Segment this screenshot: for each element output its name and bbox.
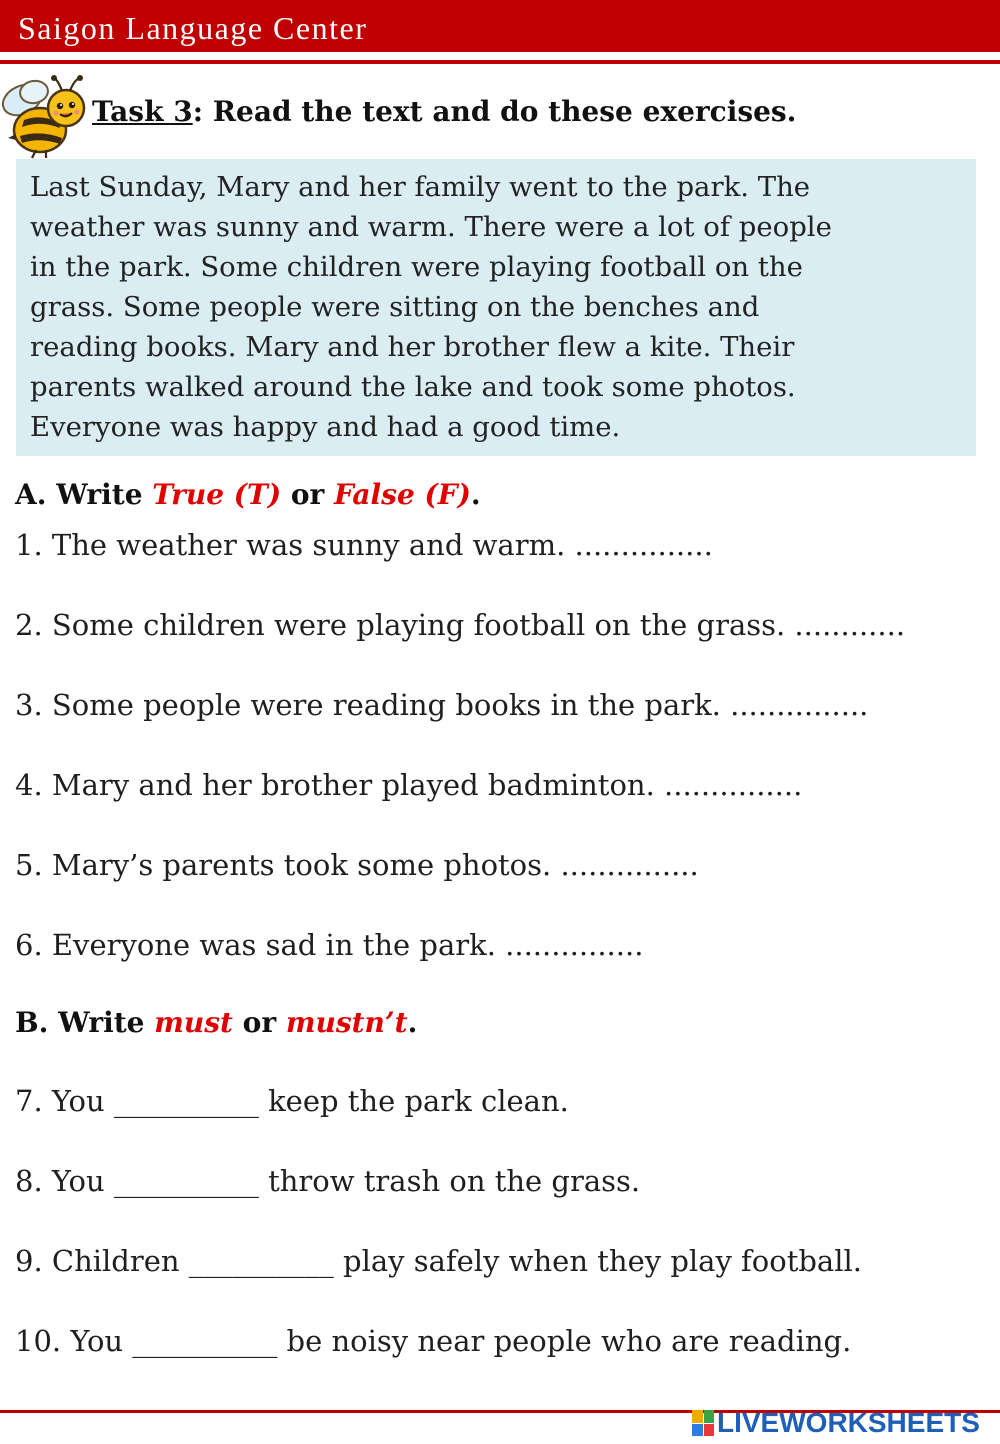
passage-line: in the park. Some children were playing football on the: [30, 251, 803, 283]
bee-icon: [0, 70, 92, 160]
question-4[interactable]: 4. Mary and her brother played badminton. ...............: [15, 768, 803, 802]
question-7[interactable]: 7. You __________ keep the park clean.: [15, 1084, 569, 1118]
section-a-option-true: True (T): [152, 478, 282, 511]
section-a-option-false: False (F): [334, 478, 471, 511]
question-2[interactable]: 2. Some children were playing football on the grass. ............: [15, 608, 906, 642]
task-heading: [92, 95, 796, 128]
section-b-connector: or: [232, 1006, 286, 1039]
section-b-option-mustnt: mustn’t: [285, 1006, 408, 1039]
passage-line: weather was sunny and warm. There were a lot of people: [30, 211, 832, 243]
question-10[interactable]: 10. You __________ be noisy near people who are reading.: [15, 1324, 852, 1358]
section-b-title: [15, 1006, 417, 1039]
header-title: Saigon Language Center: [18, 10, 368, 46]
question-9[interactable]: 9. Children __________ play safely when they play football.: [15, 1244, 862, 1278]
question-6[interactable]: 6. Everyone was sad in the park. ...............: [15, 928, 644, 962]
section-b-prefix: B. Write: [15, 1006, 155, 1039]
question-1[interactable]: 1. The weather was sunny and warm. ...............: [15, 528, 713, 562]
header-bar: [0, 0, 1000, 52]
logo-text: LIVEWORKSHEETS: [717, 1407, 980, 1438]
section-a-period: .: [470, 478, 481, 511]
section-a-title: [15, 478, 481, 511]
question-5[interactable]: 5. Mary’s parents took some photos. ...............: [15, 848, 699, 882]
footer-logo[interactable]: [692, 1406, 980, 1440]
passage-line: reading books. Mary and her brother flew a kite. Their: [30, 331, 795, 363]
question-3[interactable]: 3. Some people were reading books in the park. ...............: [15, 688, 869, 722]
section-a-connector: or: [281, 478, 335, 511]
header-divider: [0, 60, 1000, 64]
section-a-prefix: A. Write: [15, 478, 153, 511]
passage-line: parents walked around the lake and took some photos.: [30, 371, 796, 403]
passage-line: grass. Some people were sitting on the benches and: [30, 291, 760, 323]
section-b-option-must: must: [154, 1006, 233, 1039]
task-instruction: : Read the text and do these exercises.: [192, 95, 797, 128]
task-label: Task 3: [92, 95, 193, 128]
passage-line: Last Sunday, Mary and her family went to the park. The: [30, 171, 811, 203]
reading-passage: [16, 159, 976, 456]
question-8[interactable]: 8. You __________ throw trash on the grass.: [15, 1164, 641, 1198]
passage-line: Everyone was happy and had a good time.: [30, 411, 621, 443]
section-b-period: .: [407, 1006, 418, 1039]
liveworksheets-logo-icon: [692, 1410, 714, 1436]
